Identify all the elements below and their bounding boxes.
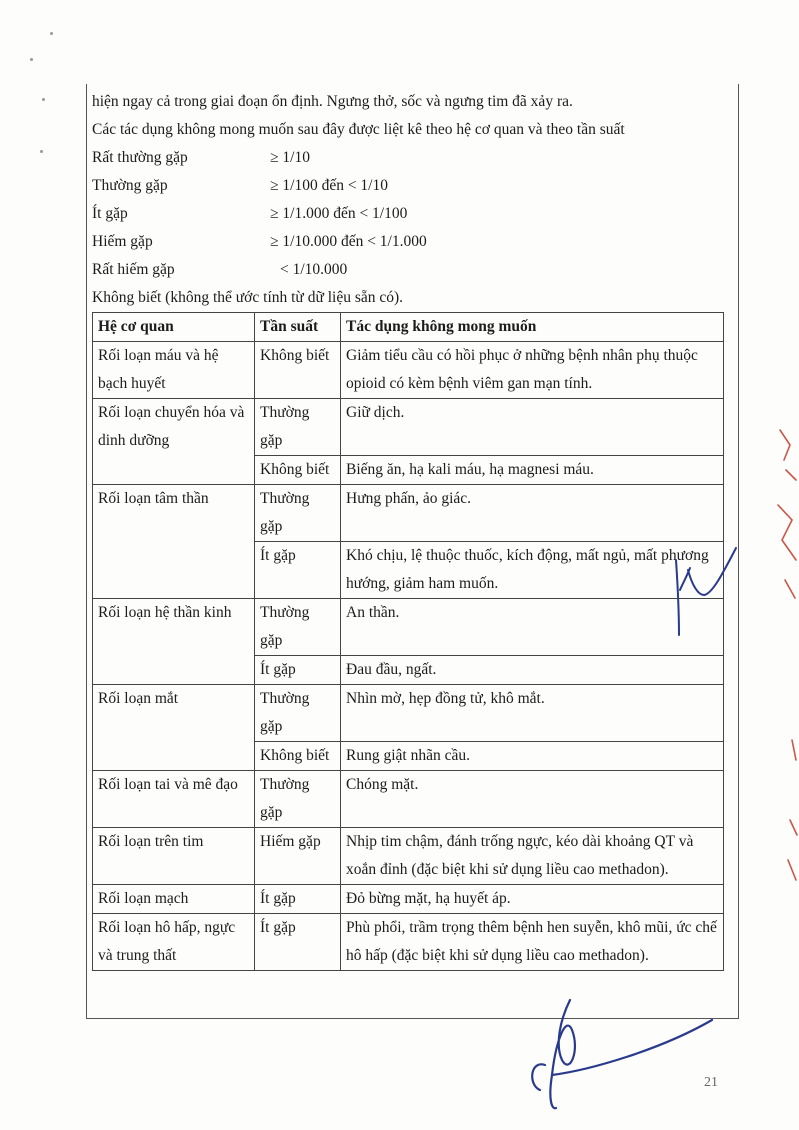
frequency-cell: Thường gặp	[255, 771, 341, 828]
frequency-value: ≥ 1/100 đến < 1/10	[270, 177, 388, 194]
table-row	[93, 885, 724, 914]
organ-cell: Rối loạn hệ thần kinh	[93, 599, 255, 685]
unknown-frequency-line: Không biết (không thể ước tính từ dữ liệu sẵn có).	[92, 289, 404, 306]
effect-cell: Hưng phấn, ảo giác.	[341, 485, 724, 542]
table-row	[93, 485, 724, 542]
frequency-cell: Ít gặp	[255, 914, 341, 971]
effect-cell: Rung giật nhãn cầu.	[341, 742, 724, 771]
frequency-cell: Hiếm gặp	[255, 828, 341, 885]
adverse-effects-table	[92, 312, 724, 971]
intro-line-1: hiện ngay cả trong giai đoạn ổn định. Ngưng thở, sốc và ngưng tim đã xảy ra.	[92, 93, 573, 110]
effect-cell: Đau đầu, ngất.	[341, 656, 724, 685]
table-row	[93, 399, 724, 456]
frequency-cell: Không biết	[255, 456, 341, 485]
frequency-row	[92, 256, 732, 284]
effect-cell: Phù phổi, trầm trọng thêm bệnh hen suyễn, khô mũi, ức chế hô hấp (đặc biệt khi sử dụng liều cao methadon).	[341, 914, 724, 971]
frequency-row	[92, 228, 732, 256]
frequency-label: Thường gặp	[92, 177, 168, 194]
frequency-cell: Ít gặp	[255, 885, 341, 914]
stamp-fragment	[778, 430, 797, 880]
header-effect: Tác dụng không mong muốn	[341, 313, 724, 342]
frequency-cell: Ít gặp	[255, 542, 341, 599]
intro-line-2: Các tác dụng không mong muốn sau đây được liệt kê theo hệ cơ quan và theo tần suất	[92, 121, 625, 138]
effect-cell: Đỏ bừng mặt, hạ huyết áp.	[341, 885, 724, 914]
header-frequency: Tần suất	[255, 313, 341, 342]
frequency-row	[92, 200, 732, 228]
organ-cell: Rối loạn trên tim	[93, 828, 255, 885]
frequency-value: < 1/10.000	[280, 261, 348, 278]
frequency-value: ≥ 1/10	[270, 149, 310, 166]
organ-cell: Rối loạn mạch	[93, 885, 255, 914]
intro-text	[92, 88, 732, 312]
frequency-cell: Thường gặp	[255, 599, 341, 656]
effect-cell: Biếng ăn, hạ kali máu, hạ magnesi máu.	[341, 456, 724, 485]
frequency-label: Ít gặp	[92, 205, 128, 222]
frequency-cell: Thường gặp	[255, 399, 341, 456]
organ-cell: Rối loạn mắt	[93, 685, 255, 771]
organ-cell: Rối loạn tai và mê đạo	[93, 771, 255, 828]
frequency-row	[92, 144, 732, 172]
table-row	[93, 685, 724, 742]
table-row	[93, 599, 724, 656]
effect-cell: Nhịp tim chậm, đánh trống ngực, kéo dài khoảng QT và xoắn đỉnh (đặc biệt khi sử dụng liều cao methadon).	[341, 828, 724, 885]
organ-cell: Rối loạn tâm thần	[93, 485, 255, 599]
page-number: 21	[704, 1075, 718, 1090]
table-row	[93, 342, 724, 399]
organ-cell: Rối loạn máu và hệ bạch huyết	[93, 342, 255, 399]
organ-cell: Rối loạn hô hấp, ngực và trung thất	[93, 914, 255, 971]
effect-cell: An thần.	[341, 599, 724, 656]
effect-cell: Giảm tiểu cầu có hồi phục ở những bệnh nhân phụ thuộc opioid có kèm bệnh viêm gan mạn tính.	[341, 342, 724, 399]
frequency-cell: Không biết	[255, 742, 341, 771]
table-row	[93, 828, 724, 885]
frequency-cell: Thường gặp	[255, 685, 341, 742]
table-row	[93, 771, 724, 828]
frequency-row	[92, 172, 732, 200]
effect-cell: Giữ dịch.	[341, 399, 724, 456]
effect-cell: Khó chịu, lệ thuộc thuốc, kích động, mất ngủ, mất phương hướng, giảm ham muốn.	[341, 542, 724, 599]
frequency-value: ≥ 1/1.000 đến < 1/100	[270, 205, 408, 222]
frequency-cell: Thường gặp	[255, 485, 341, 542]
frequency-cell: Ít gặp	[255, 656, 341, 685]
table-row	[93, 914, 724, 971]
header-organ: Hệ cơ quan	[93, 313, 255, 342]
organ-cell: Rối loạn chuyển hóa và dinh dưỡng	[93, 399, 255, 485]
frequency-value: ≥ 1/10.000 đến < 1/1.000	[270, 233, 427, 250]
frequency-label: Rất thường gặp	[92, 149, 188, 166]
table-header-row	[93, 313, 724, 342]
frequency-label: Hiếm gặp	[92, 233, 153, 250]
effect-cell: Nhìn mờ, hẹp đồng tử, khô mắt.	[341, 685, 724, 742]
effect-cell: Chóng mặt.	[341, 771, 724, 828]
frequency-cell: Không biết	[255, 342, 341, 399]
frequency-label: Rất hiếm gặp	[92, 261, 175, 278]
